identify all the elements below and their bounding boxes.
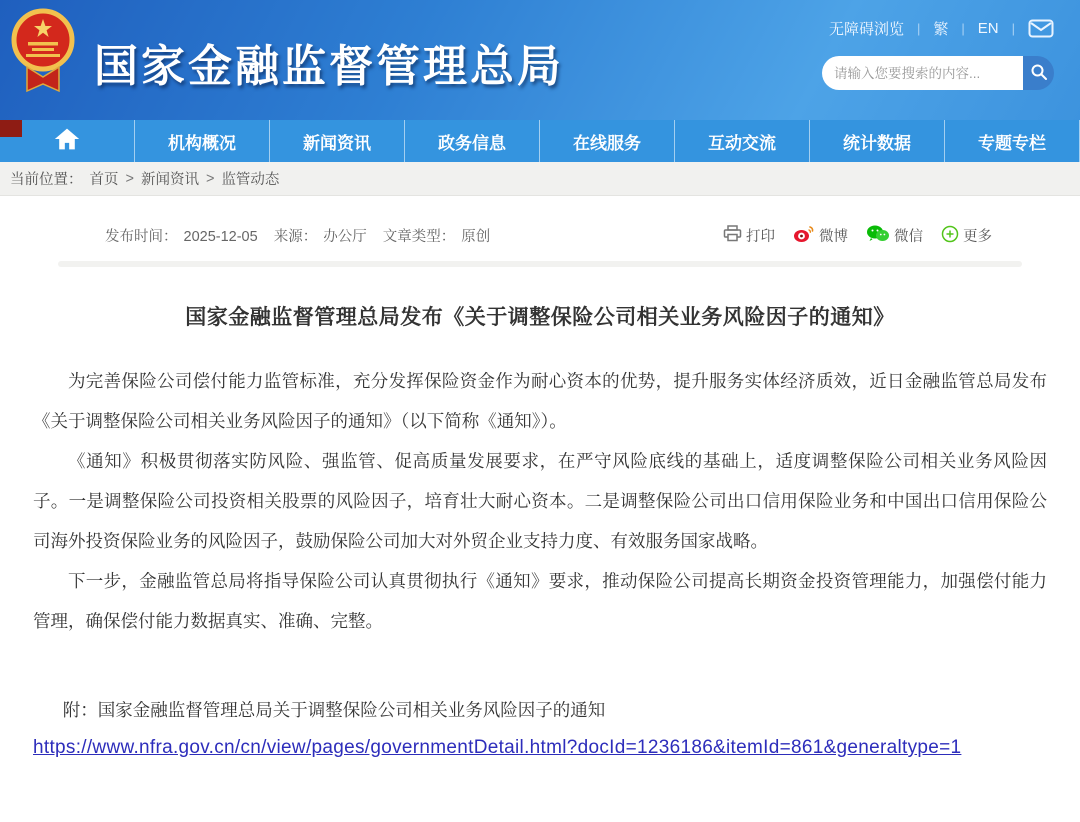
top-links-divider: | [916,21,921,36]
top-utility-links [822,18,1054,39]
nav-item-label: 在线服务 [573,133,641,153]
printer-icon [723,225,742,246]
search-input[interactable] [822,56,1023,90]
nav-item-label: 互动交流 [708,133,776,153]
nav-item-label: 政务信息 [438,133,506,153]
weibo-share-button[interactable] [793,225,848,247]
nav-item-zhuantizhuanlan[interactable] [945,120,1080,162]
top-links-divider: | [1011,21,1015,36]
nav-item-zaixianfuwu[interactable] [540,120,675,162]
article-container [0,196,1080,759]
wechat-share-button[interactable] [866,224,923,247]
national-emblem-logo [10,7,76,104]
breadcrumb [0,162,1080,196]
breadcrumb-home[interactable]: 首页 [89,172,119,188]
nav-item-tongjishuju[interactable] [810,120,945,162]
article-paragraph: 《通知》积极贯彻落实防风险、强监管、促高质量发展要求，在严守风险底线的基础上，适度调整保险公司相关业务风险因子。一是调整保险公司投资相关股票的风险因子，培育壮大耐心资本。二是调整保险公司出口信用保险业务和中国出口信用保险公司海外投资保险业务的风险因子，鼓励保险公司加大对外贸企业支持力度、有效服务国家战略。 [33,451,1047,551]
site-header [0,0,1080,120]
nav-item-hudongjiaoliu[interactable] [675,120,810,162]
english-link[interactable]: EN [977,20,999,37]
search-icon [1030,63,1048,84]
search-bar [822,56,1054,90]
top-links-divider: | [961,21,965,36]
mail-icon[interactable] [1028,19,1054,38]
publish-time-label: 发布时间： [105,229,178,245]
source-label: 来源： [273,229,318,245]
nav-item-xinwenzixun[interactable] [270,120,405,162]
nav-item-zhengwuxinxi[interactable] [405,120,540,162]
breadcrumb-news[interactable]: 新闻资讯 [140,172,199,188]
article-meta [105,225,502,246]
weibo-label: 微博 [819,229,848,245]
weibo-icon [793,225,815,247]
nav-item-label: 统计数据 [843,133,911,153]
nav-item-jigougaikuang[interactable] [135,120,270,162]
main-nav [0,120,1080,162]
meta-divider [58,261,1022,267]
article-paragraph: 为完善保险公司偿付能力监管标准，充分发挥保险资金作为耐心资本的优势，提升服务实体经济质效，近日金融监管总局发布《关于调整保险公司相关业务风险因子的通知》（以下简称《通知》）。 [33,371,1047,431]
traditional-chinese-link[interactable]: 繁 [933,21,949,38]
breadcrumb-separator: > [205,170,215,187]
corner-red-accent [0,120,22,137]
more-label: 更多 [963,229,992,245]
article-type-value: 原创 [461,229,491,245]
print-label: 打印 [746,229,775,245]
breadcrumb-prefix: 当前位置： [10,172,83,188]
nav-item-label: 专题专栏 [978,133,1046,153]
article-paragraph: 下一步，金融监管总局将指导保险公司认真贯彻执行《通知》要求，推动保险公司提高长期资金投资管理能力，加强偿付能力管理，确保偿付能力数据真实、准确、完整。 [33,571,1047,631]
site-title: 国家金融监督管理总局 [94,42,564,91]
header-right [822,18,1054,90]
home-icon [53,126,81,157]
plus-circle-icon [941,225,959,247]
attachment-line: 附：国家金融监督管理总局关于调整保险公司相关业务风险因子的通知 [62,700,606,720]
publish-time-value: 2025-12-05 [183,229,258,245]
wechat-label: 微信 [894,229,923,245]
nav-item-label: 机构概况 [168,133,236,153]
search-button[interactable] [1023,56,1054,90]
article-type-label: 文章类型： [382,229,456,245]
share-actions [723,224,992,247]
article-meta-row [33,196,1047,247]
print-button[interactable] [723,225,775,246]
source-value: 办公厅 [323,229,367,245]
nav-item-label: 新闻资讯 [303,133,371,153]
attachment-link[interactable]: https://www.nfra.gov.cn/cn/view/pages/governmentDetail.html?docId=1236186&itemId=861&generaltype=1 [33,737,962,758]
more-share-button[interactable] [941,225,992,247]
breadcrumb-current[interactable]: 监管动态 [221,172,280,188]
article-body [33,361,1047,641]
accessibility-link[interactable]: 无障碍浏览 [828,21,904,38]
breadcrumb-separator: > [125,170,134,187]
wechat-icon [866,224,890,247]
article-title: 国家金融监督管理总局发布《关于调整保险公司相关业务风险因子的通知》 [185,306,895,329]
